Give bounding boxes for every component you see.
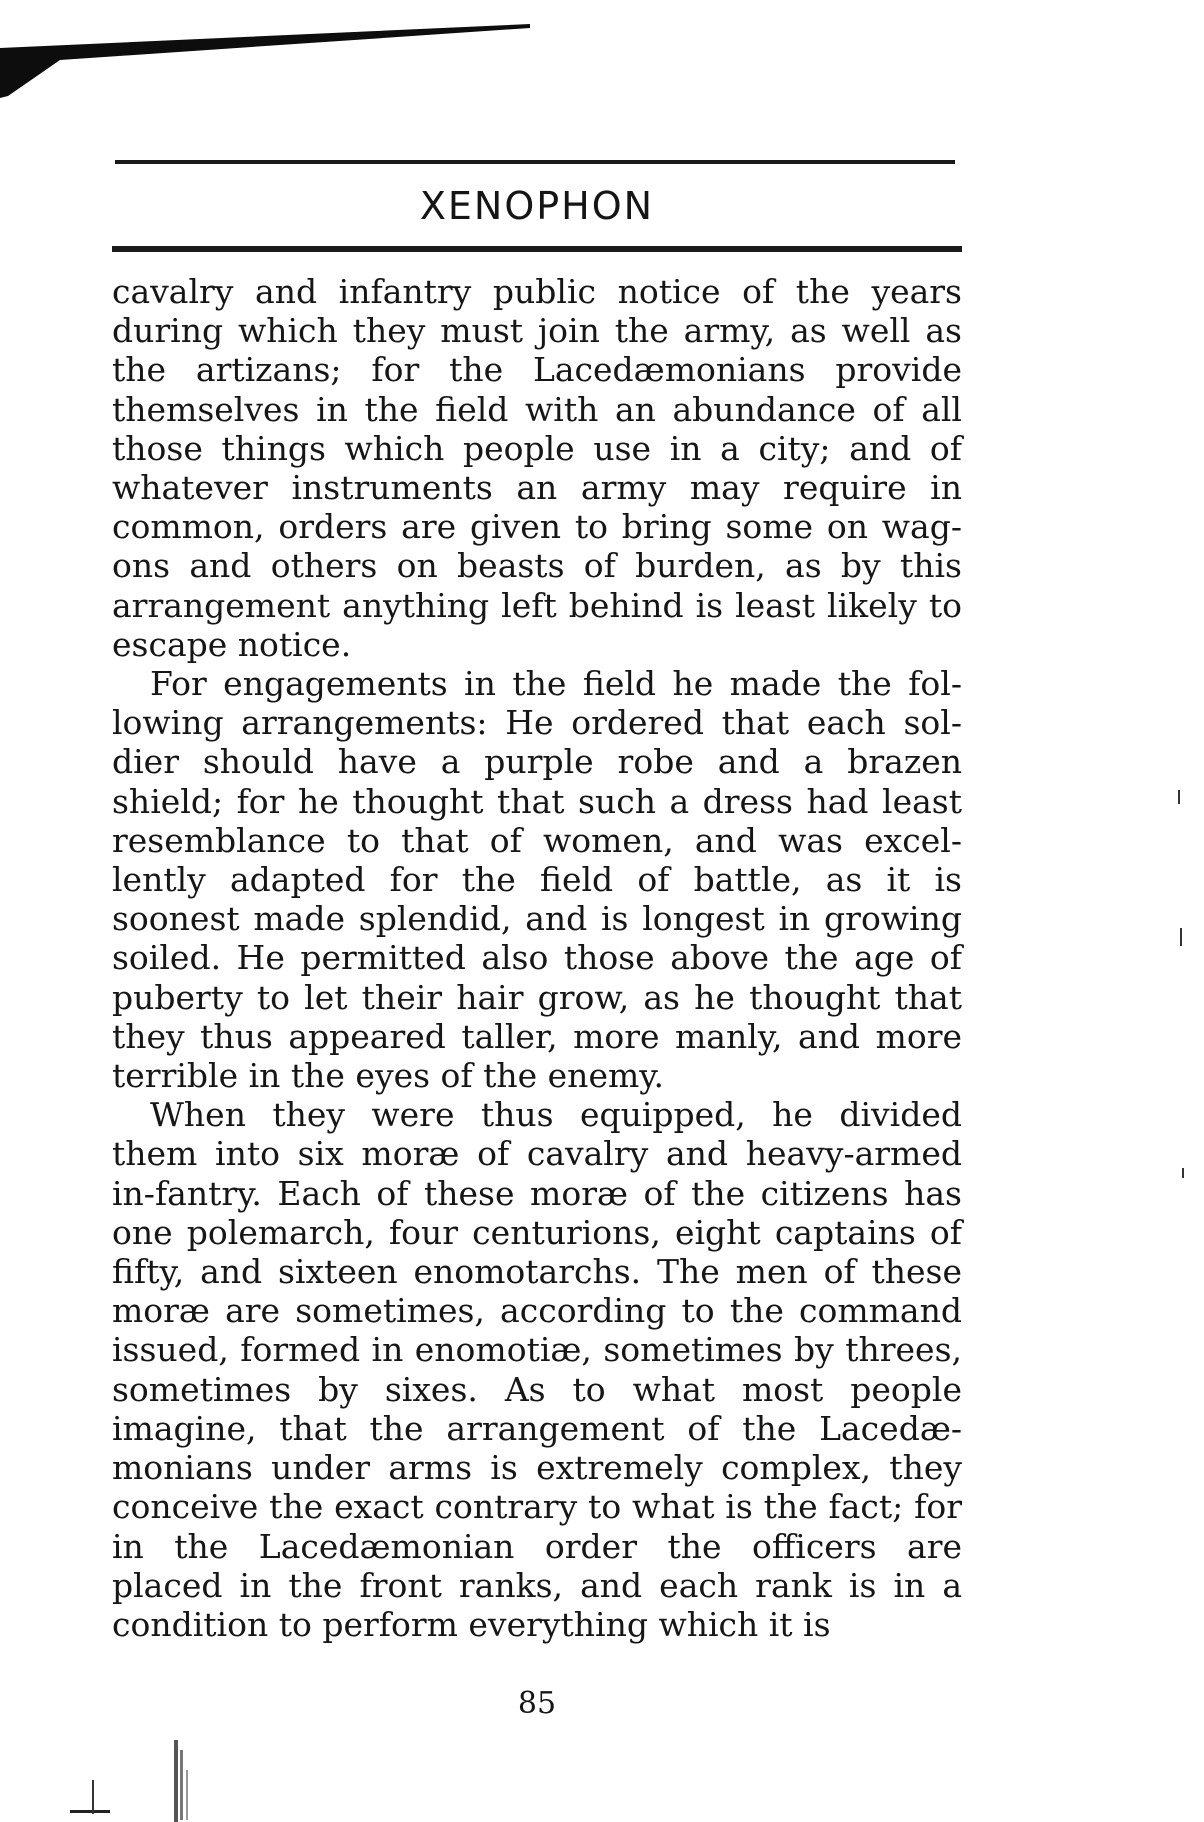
paragraph-engagements: For engagements in the field he made the fol-lowing arrangements: He ordered that each sol-dier should have a purple robe and a brazen shield; for he thought that such a dress had least resemblance to that of women, and was excel-lently adapted for the field of battle, as it is soonest made splendid, and is longest in growing soiled. He permitted also those above the age of puberty to let their hair grow, as he thought that they thus appeared taller, more manly, and more terrible in the eyes of the enemy. xyxy=(112,664,962,1096)
margin-speck xyxy=(1178,790,1180,804)
page-number: 85 xyxy=(517,1686,557,1721)
scan-shadow-artifact xyxy=(0,20,530,100)
scan-edge-artifact xyxy=(70,1740,210,1822)
margin-speck xyxy=(1182,1168,1184,1178)
running-head: XENOPHON xyxy=(419,184,655,228)
header-rule-top xyxy=(115,160,955,164)
header-rule-bottom xyxy=(112,246,962,252)
body-text xyxy=(112,272,962,1644)
margin-speck xyxy=(1180,928,1182,946)
paragraph-continuation: cavalry and infantry public notice of the years during which they must join the army, as well as the artizans; for the Lacedæmonians provide themselves in the field with an abundance of all those things which people use in a city; and of whatever instruments an army may require in common, orders are given to bring some on wag-ons and others on beasts of burden, as by this arrangement anything left behind is least likely to escape notice. xyxy=(112,272,962,664)
paragraph-moræ: When they were thus equipped, he divided them into six moræ of cavalry and heavy-armed in-fantry. Each of these moræ of the citizens has one polemarch, four centurions, eight captains of fifty, and sixteen enomotarchs. The men of these moræ are sometimes, according to the command issued, formed in enomotiæ, sometimes by threes, sometimes by sixes. As to what most people imagine, that the arrangement of the Lacedæ-monians under arms is extremely complex, they conceive the exact contrary to what is the fact; for in the Lacedæmonian order the officers are placed in the front ranks, and each rank is in a condition to perform everything which it is xyxy=(112,1095,962,1644)
